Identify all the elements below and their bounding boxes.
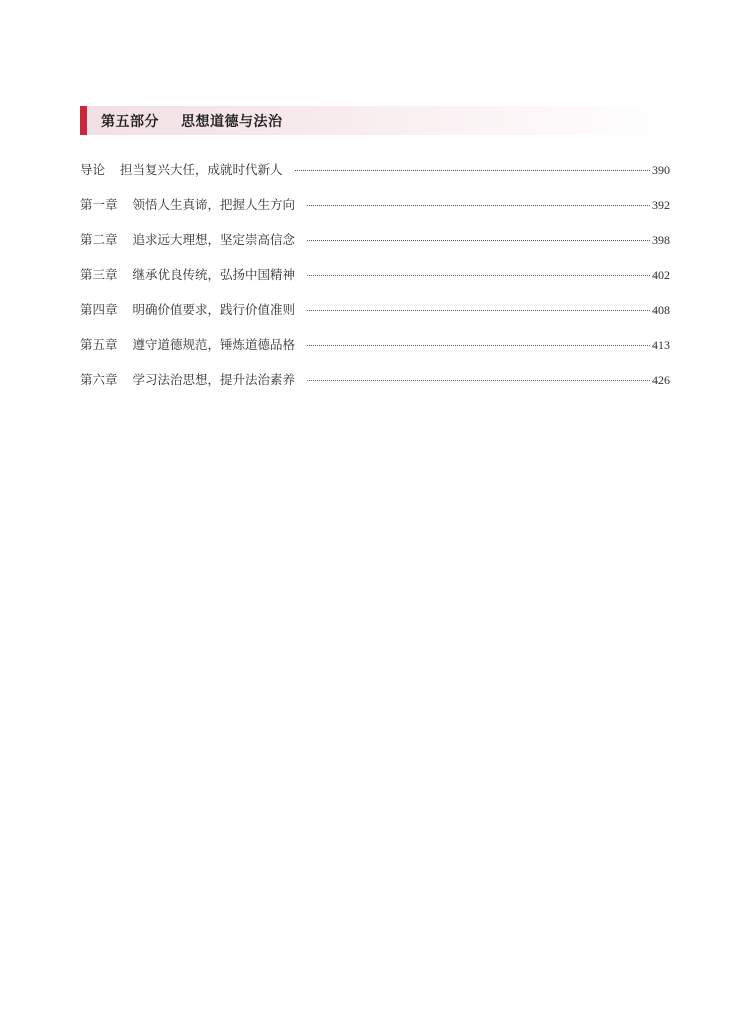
- toc-entry-title: 遵守道德规范，锤炼道德品格: [132, 337, 296, 352]
- toc-entry-page: 398: [652, 233, 670, 247]
- toc-entry-chapter-3[interactable]: [80, 265, 670, 300]
- toc-leader-dots: [307, 345, 650, 346]
- toc-entry-label: 第五章: [80, 337, 118, 352]
- toc-entry-label: 第二章: [80, 232, 118, 247]
- toc-entry-chapter-2[interactable]: [80, 230, 670, 265]
- toc-leader-dots: [307, 240, 650, 241]
- toc-entry-page: 408: [652, 303, 670, 317]
- toc-entry-chapter-5[interactable]: [80, 335, 670, 370]
- toc-entry-title: 明确价值要求，践行价值准则: [132, 302, 296, 317]
- toc-leader-dots: [307, 205, 650, 206]
- table-of-contents: [80, 160, 670, 405]
- toc-entry-chapter-4[interactable]: [80, 300, 670, 335]
- toc-entry-page: 392: [652, 198, 670, 212]
- toc-entry-label: 第三章: [80, 267, 118, 282]
- toc-entry-label: 第一章: [80, 197, 118, 212]
- toc-leader-dots: [307, 310, 650, 311]
- section-accent-bar: [80, 106, 87, 135]
- section-header: [80, 106, 670, 135]
- toc-entry-title: 追求远大理想，坚定崇高信念: [132, 232, 296, 247]
- toc-entry-page: 390: [652, 163, 670, 177]
- toc-leader-dots: [295, 170, 650, 171]
- toc-entry-page: 413: [652, 338, 670, 352]
- toc-entry-title: 担当复兴大任，成就时代新人: [120, 162, 283, 177]
- toc-entry-chapter-1[interactable]: [80, 195, 670, 230]
- toc-entry-intro[interactable]: [80, 160, 670, 195]
- toc-entry-label: 第四章: [80, 302, 118, 317]
- toc-leader-dots: [307, 380, 650, 381]
- toc-entry-label: 第六章: [80, 372, 118, 387]
- toc-leader-dots: [307, 275, 650, 276]
- toc-entry-title: 继承优良传统，弘扬中国精神: [132, 267, 296, 282]
- toc-entry-label: 导论: [80, 162, 106, 177]
- toc-entry-chapter-6[interactable]: [80, 370, 670, 405]
- toc-entry-title: 领悟人生真谛，把握人生方向: [132, 197, 296, 212]
- toc-entry-page: 426: [652, 373, 670, 387]
- toc-entry-title: 学习法治思想，提升法治素养: [132, 372, 296, 387]
- section-part-label: 第五部分: [101, 113, 159, 130]
- section-title: 思想道德与法治: [181, 113, 283, 130]
- toc-entry-page: 402: [652, 268, 670, 282]
